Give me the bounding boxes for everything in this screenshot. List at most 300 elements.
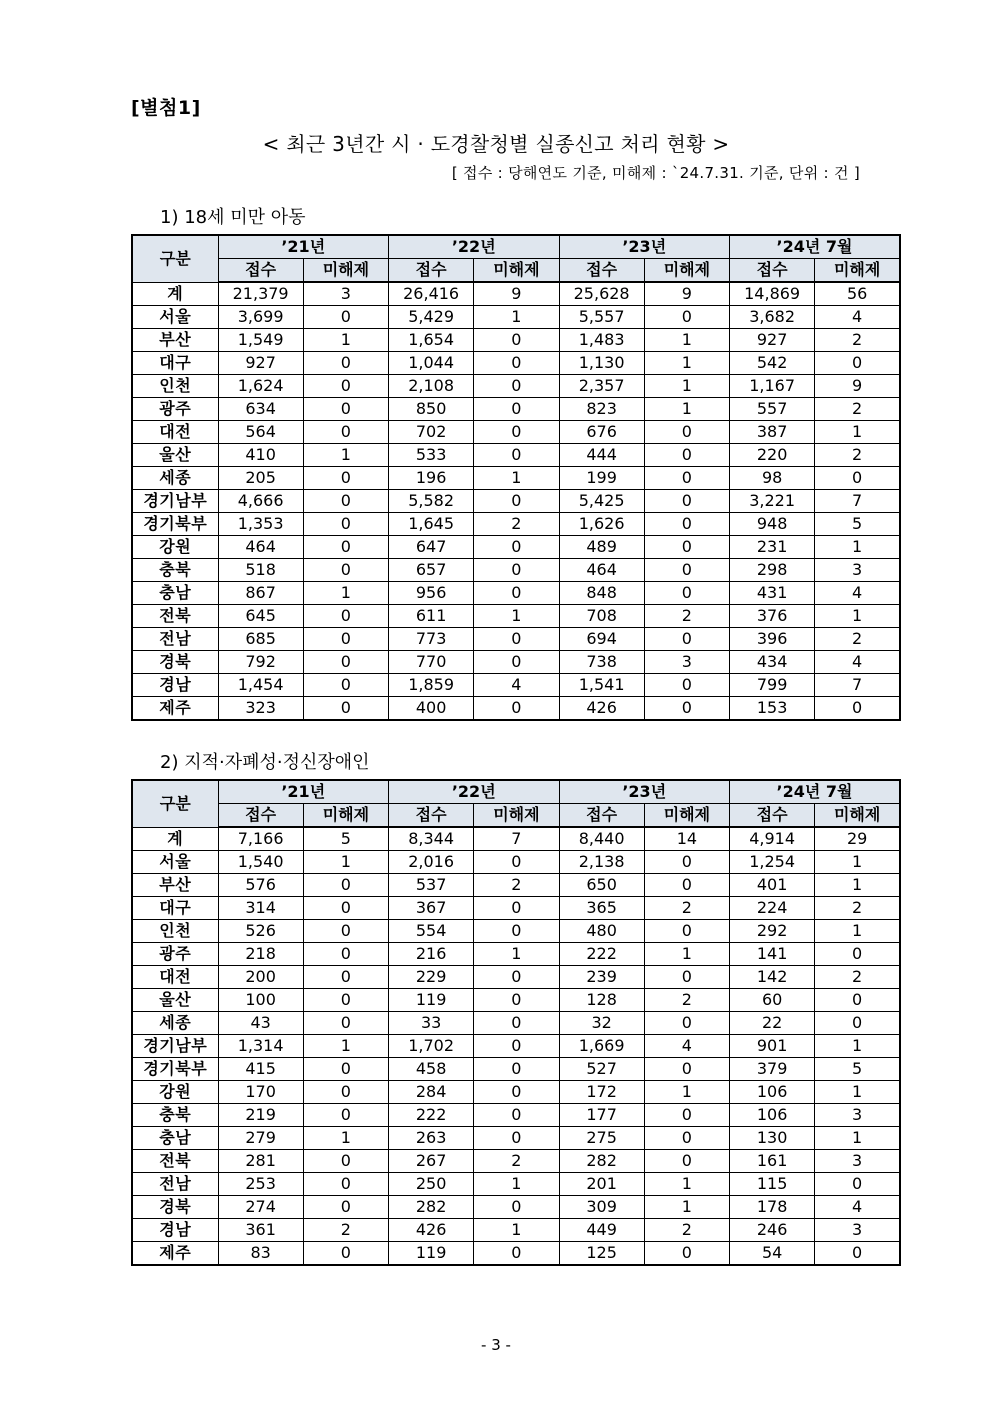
header-received: 접수 bbox=[559, 259, 644, 283]
region-cell: 제주 bbox=[132, 1242, 218, 1266]
table-row bbox=[132, 513, 900, 536]
table-row bbox=[132, 1012, 900, 1035]
unresolved-cell: 2 bbox=[815, 628, 900, 651]
received-cell: 956 bbox=[389, 582, 474, 605]
table-row bbox=[132, 989, 900, 1012]
unresolved-cell: 0 bbox=[815, 467, 900, 490]
region-cell: 계 bbox=[132, 282, 218, 306]
unresolved-cell: 1 bbox=[474, 467, 559, 490]
unresolved-cell: 0 bbox=[303, 697, 388, 721]
header-received: 접수 bbox=[730, 804, 815, 828]
unresolved-cell: 0 bbox=[303, 605, 388, 628]
unresolved-cell: 0 bbox=[303, 306, 388, 329]
received-cell: 537 bbox=[389, 874, 474, 897]
table-row bbox=[132, 1173, 900, 1196]
unresolved-cell: 7 bbox=[815, 490, 900, 513]
received-cell: 542 bbox=[730, 352, 815, 375]
unresolved-cell: 0 bbox=[644, 1058, 729, 1081]
table-row bbox=[132, 697, 900, 721]
received-cell: 119 bbox=[389, 1242, 474, 1266]
received-cell: 229 bbox=[389, 966, 474, 989]
unresolved-cell: 0 bbox=[474, 582, 559, 605]
region-cell: 충남 bbox=[132, 582, 218, 605]
received-cell: 526 bbox=[218, 920, 303, 943]
received-cell: 410 bbox=[218, 444, 303, 467]
received-cell: 557 bbox=[730, 398, 815, 421]
received-cell: 216 bbox=[389, 943, 474, 966]
region-cell: 인천 bbox=[132, 920, 218, 943]
received-cell: 83 bbox=[218, 1242, 303, 1266]
unresolved-cell: 0 bbox=[474, 1196, 559, 1219]
unresolved-cell: 1 bbox=[815, 851, 900, 874]
unresolved-cell: 1 bbox=[474, 1219, 559, 1242]
unresolved-cell: 1 bbox=[474, 943, 559, 966]
received-cell: 647 bbox=[389, 536, 474, 559]
unresolved-cell: 2 bbox=[644, 897, 729, 920]
unresolved-cell: 0 bbox=[303, 398, 388, 421]
region-cell: 부산 bbox=[132, 874, 218, 897]
unresolved-cell: 4 bbox=[815, 306, 900, 329]
table-row bbox=[132, 1081, 900, 1104]
unresolved-cell: 0 bbox=[474, 536, 559, 559]
region-cell: 세종 bbox=[132, 1012, 218, 1035]
unresolved-cell: 4 bbox=[815, 1196, 900, 1219]
received-cell: 279 bbox=[218, 1127, 303, 1150]
unresolved-cell: 0 bbox=[474, 444, 559, 467]
header-unresolved: 미해제 bbox=[815, 804, 900, 828]
unresolved-cell: 0 bbox=[303, 943, 388, 966]
header-received: 접수 bbox=[559, 804, 644, 828]
received-cell: 8,440 bbox=[559, 827, 644, 851]
received-cell: 119 bbox=[389, 989, 474, 1012]
section-title-disabled: 2) 지적·자폐성·정신장애인 bbox=[160, 752, 370, 773]
received-cell: 205 bbox=[218, 467, 303, 490]
received-cell: 201 bbox=[559, 1173, 644, 1196]
received-cell: 533 bbox=[389, 444, 474, 467]
unresolved-cell: 2 bbox=[474, 513, 559, 536]
table-row-total bbox=[132, 282, 900, 306]
received-cell: 4,914 bbox=[730, 827, 815, 851]
unresolved-cell: 0 bbox=[303, 1012, 388, 1035]
unresolved-cell: 0 bbox=[644, 444, 729, 467]
received-cell: 141 bbox=[730, 943, 815, 966]
region-cell: 경기북부 bbox=[132, 513, 218, 536]
received-cell: 489 bbox=[559, 536, 644, 559]
header-year: ’22년 bbox=[389, 780, 560, 804]
unresolved-cell: 0 bbox=[644, 1127, 729, 1150]
region-cell: 대전 bbox=[132, 966, 218, 989]
received-cell: 125 bbox=[559, 1242, 644, 1266]
table-row bbox=[132, 966, 900, 989]
received-cell: 98 bbox=[730, 467, 815, 490]
unresolved-cell: 2 bbox=[815, 398, 900, 421]
received-cell: 738 bbox=[559, 651, 644, 674]
header-row-sub bbox=[132, 804, 900, 828]
received-cell: 1,167 bbox=[730, 375, 815, 398]
unresolved-cell: 0 bbox=[474, 559, 559, 582]
unresolved-cell: 0 bbox=[474, 1081, 559, 1104]
unresolved-cell: 0 bbox=[474, 329, 559, 352]
received-cell: 128 bbox=[559, 989, 644, 1012]
unresolved-cell: 1 bbox=[815, 1127, 900, 1150]
region-cell: 전북 bbox=[132, 605, 218, 628]
received-cell: 153 bbox=[730, 697, 815, 721]
received-cell: 200 bbox=[218, 966, 303, 989]
unresolved-cell: 0 bbox=[644, 559, 729, 582]
unresolved-cell: 0 bbox=[303, 989, 388, 1012]
received-cell: 361 bbox=[218, 1219, 303, 1242]
unresolved-cell: 1 bbox=[815, 1081, 900, 1104]
received-cell: 867 bbox=[218, 582, 303, 605]
received-cell: 246 bbox=[730, 1219, 815, 1242]
unresolved-cell: 1 bbox=[815, 421, 900, 444]
unresolved-cell: 5 bbox=[815, 1058, 900, 1081]
received-cell: 1,254 bbox=[730, 851, 815, 874]
region-cell: 경남 bbox=[132, 674, 218, 697]
received-cell: 170 bbox=[218, 1081, 303, 1104]
received-cell: 224 bbox=[730, 897, 815, 920]
received-cell: 309 bbox=[559, 1196, 644, 1219]
received-cell: 54 bbox=[730, 1242, 815, 1266]
unresolved-cell: 0 bbox=[474, 1127, 559, 1150]
received-cell: 458 bbox=[389, 1058, 474, 1081]
header-unresolved: 미해제 bbox=[303, 259, 388, 283]
unresolved-cell: 0 bbox=[474, 989, 559, 1012]
unresolved-cell: 0 bbox=[644, 1150, 729, 1173]
region-cell: 전남 bbox=[132, 628, 218, 651]
received-cell: 927 bbox=[218, 352, 303, 375]
received-cell: 1,540 bbox=[218, 851, 303, 874]
table-row bbox=[132, 1242, 900, 1266]
unresolved-cell: 1 bbox=[474, 605, 559, 628]
unresolved-cell: 0 bbox=[303, 352, 388, 375]
region-cell: 울산 bbox=[132, 989, 218, 1012]
received-cell: 219 bbox=[218, 1104, 303, 1127]
received-cell: 7,166 bbox=[218, 827, 303, 851]
table-row bbox=[132, 398, 900, 421]
unresolved-cell: 0 bbox=[303, 1150, 388, 1173]
received-cell: 449 bbox=[559, 1219, 644, 1242]
unresolved-cell: 56 bbox=[815, 282, 900, 306]
table-row bbox=[132, 897, 900, 920]
unresolved-cell: 0 bbox=[474, 897, 559, 920]
received-cell: 21,379 bbox=[218, 282, 303, 306]
unresolved-cell: 1 bbox=[474, 1173, 559, 1196]
unresolved-cell: 3 bbox=[644, 651, 729, 674]
received-cell: 480 bbox=[559, 920, 644, 943]
table-row bbox=[132, 536, 900, 559]
table-row bbox=[132, 375, 900, 398]
unresolved-cell: 0 bbox=[644, 467, 729, 490]
unresolved-cell: 9 bbox=[474, 282, 559, 306]
received-cell: 199 bbox=[559, 467, 644, 490]
received-cell: 634 bbox=[218, 398, 303, 421]
received-cell: 161 bbox=[730, 1150, 815, 1173]
header-unresolved: 미해제 bbox=[815, 259, 900, 283]
received-cell: 220 bbox=[730, 444, 815, 467]
received-cell: 281 bbox=[218, 1150, 303, 1173]
received-cell: 850 bbox=[389, 398, 474, 421]
region-cell: 충북 bbox=[132, 1104, 218, 1127]
received-cell: 250 bbox=[389, 1173, 474, 1196]
received-cell: 611 bbox=[389, 605, 474, 628]
received-cell: 464 bbox=[559, 559, 644, 582]
received-cell: 60 bbox=[730, 989, 815, 1012]
received-cell: 5,425 bbox=[559, 490, 644, 513]
received-cell: 5,429 bbox=[389, 306, 474, 329]
unresolved-cell: 7 bbox=[474, 827, 559, 851]
received-cell: 554 bbox=[389, 920, 474, 943]
header-row-years bbox=[132, 235, 900, 259]
unresolved-cell: 0 bbox=[815, 352, 900, 375]
unresolved-cell: 0 bbox=[644, 674, 729, 697]
unresolved-cell: 0 bbox=[474, 851, 559, 874]
region-cell: 부산 bbox=[132, 329, 218, 352]
received-cell: 367 bbox=[389, 897, 474, 920]
received-cell: 426 bbox=[559, 697, 644, 721]
unresolved-cell: 1 bbox=[815, 536, 900, 559]
received-cell: 387 bbox=[730, 421, 815, 444]
unresolved-cell: 0 bbox=[644, 490, 729, 513]
received-cell: 14,869 bbox=[730, 282, 815, 306]
received-cell: 1,353 bbox=[218, 513, 303, 536]
table-disabled bbox=[131, 779, 901, 1266]
received-cell: 650 bbox=[559, 874, 644, 897]
received-cell: 770 bbox=[389, 651, 474, 674]
unresolved-cell: 0 bbox=[644, 697, 729, 721]
table-row bbox=[132, 605, 900, 628]
received-cell: 927 bbox=[730, 329, 815, 352]
unresolved-cell: 0 bbox=[474, 651, 559, 674]
unresolved-cell: 0 bbox=[303, 1058, 388, 1081]
table-row-total bbox=[132, 827, 900, 851]
received-cell: 396 bbox=[730, 628, 815, 651]
header-year: ’21년 bbox=[218, 235, 389, 259]
region-cell: 계 bbox=[132, 827, 218, 851]
unresolved-cell: 0 bbox=[644, 513, 729, 536]
unresolved-cell: 0 bbox=[303, 375, 388, 398]
unresolved-cell: 14 bbox=[644, 827, 729, 851]
unresolved-cell: 0 bbox=[644, 851, 729, 874]
received-cell: 792 bbox=[218, 651, 303, 674]
received-cell: 1,541 bbox=[559, 674, 644, 697]
received-cell: 401 bbox=[730, 874, 815, 897]
received-cell: 5,557 bbox=[559, 306, 644, 329]
unresolved-cell: 0 bbox=[474, 375, 559, 398]
table-row bbox=[132, 874, 900, 897]
header-received: 접수 bbox=[218, 259, 303, 283]
unresolved-cell: 3 bbox=[815, 1219, 900, 1242]
unresolved-cell: 0 bbox=[644, 1012, 729, 1035]
unresolved-cell: 0 bbox=[303, 1081, 388, 1104]
unresolved-cell: 1 bbox=[644, 375, 729, 398]
unresolved-cell: 3 bbox=[815, 1150, 900, 1173]
table-row bbox=[132, 1104, 900, 1127]
unresolved-cell: 2 bbox=[644, 989, 729, 1012]
table-row bbox=[132, 943, 900, 966]
header-year: ’24년 7월 bbox=[730, 780, 901, 804]
unresolved-cell: 0 bbox=[815, 1173, 900, 1196]
unresolved-cell: 2 bbox=[303, 1219, 388, 1242]
received-cell: 314 bbox=[218, 897, 303, 920]
unresolved-cell: 0 bbox=[474, 1104, 559, 1127]
received-cell: 142 bbox=[730, 966, 815, 989]
received-cell: 431 bbox=[730, 582, 815, 605]
region-cell: 경기남부 bbox=[132, 1035, 218, 1058]
table-row bbox=[132, 1058, 900, 1081]
received-cell: 196 bbox=[389, 467, 474, 490]
unresolved-cell: 0 bbox=[303, 1196, 388, 1219]
received-cell: 282 bbox=[559, 1150, 644, 1173]
unresolved-cell: 1 bbox=[303, 329, 388, 352]
received-cell: 823 bbox=[559, 398, 644, 421]
received-cell: 400 bbox=[389, 697, 474, 721]
received-cell: 3,682 bbox=[730, 306, 815, 329]
header-category: 구분 bbox=[132, 235, 218, 282]
region-cell: 경북 bbox=[132, 1196, 218, 1219]
unresolved-cell: 2 bbox=[474, 874, 559, 897]
received-cell: 426 bbox=[389, 1219, 474, 1242]
received-cell: 106 bbox=[730, 1081, 815, 1104]
table-row bbox=[132, 444, 900, 467]
unresolved-cell: 0 bbox=[303, 513, 388, 536]
received-cell: 1,702 bbox=[389, 1035, 474, 1058]
unresolved-cell: 2 bbox=[644, 605, 729, 628]
header-year: ’22년 bbox=[389, 235, 560, 259]
unresolved-cell: 5 bbox=[303, 827, 388, 851]
table-row bbox=[132, 306, 900, 329]
table-row bbox=[132, 559, 900, 582]
unresolved-cell: 0 bbox=[644, 306, 729, 329]
region-cell: 제주 bbox=[132, 697, 218, 721]
received-cell: 172 bbox=[559, 1081, 644, 1104]
received-cell: 1,044 bbox=[389, 352, 474, 375]
unresolved-cell: 0 bbox=[474, 920, 559, 943]
header-row-sub bbox=[132, 259, 900, 283]
unresolved-cell: 1 bbox=[815, 1035, 900, 1058]
attachment-label: [별첨1] bbox=[131, 97, 201, 119]
unresolved-cell: 0 bbox=[303, 421, 388, 444]
unresolved-cell: 0 bbox=[474, 628, 559, 651]
received-cell: 1,654 bbox=[389, 329, 474, 352]
header-unresolved: 미해제 bbox=[474, 804, 559, 828]
basis-note: [ 접수 : 당해연도 기준, 미해제 : `24.7.31. 기준, 단위 : 건 ] bbox=[451, 164, 860, 182]
unresolved-cell: 1 bbox=[303, 1035, 388, 1058]
unresolved-cell: 4 bbox=[644, 1035, 729, 1058]
unresolved-cell: 4 bbox=[474, 674, 559, 697]
unresolved-cell: 0 bbox=[303, 920, 388, 943]
unresolved-cell: 0 bbox=[815, 1012, 900, 1035]
region-cell: 강원 bbox=[132, 536, 218, 559]
region-cell: 충북 bbox=[132, 559, 218, 582]
unresolved-cell: 1 bbox=[644, 1196, 729, 1219]
region-cell: 경남 bbox=[132, 1219, 218, 1242]
unresolved-cell: 1 bbox=[303, 851, 388, 874]
received-cell: 527 bbox=[559, 1058, 644, 1081]
header-unresolved: 미해제 bbox=[644, 259, 729, 283]
unresolved-cell: 0 bbox=[474, 1035, 559, 1058]
unresolved-cell: 1 bbox=[815, 605, 900, 628]
received-cell: 901 bbox=[730, 1035, 815, 1058]
unresolved-cell: 0 bbox=[303, 559, 388, 582]
table-row bbox=[132, 651, 900, 674]
unresolved-cell: 9 bbox=[815, 375, 900, 398]
table-row bbox=[132, 851, 900, 874]
received-cell: 518 bbox=[218, 559, 303, 582]
unresolved-cell: 4 bbox=[815, 582, 900, 605]
received-cell: 231 bbox=[730, 536, 815, 559]
received-cell: 3,699 bbox=[218, 306, 303, 329]
unresolved-cell: 0 bbox=[474, 421, 559, 444]
header-year: ’23년 bbox=[559, 780, 730, 804]
received-cell: 5,582 bbox=[389, 490, 474, 513]
table-row bbox=[132, 329, 900, 352]
unresolved-cell: 0 bbox=[644, 536, 729, 559]
table-row bbox=[132, 1035, 900, 1058]
region-cell: 인천 bbox=[132, 375, 218, 398]
unresolved-cell: 0 bbox=[474, 1242, 559, 1266]
unresolved-cell: 2 bbox=[815, 897, 900, 920]
unresolved-cell: 0 bbox=[303, 536, 388, 559]
header-received: 접수 bbox=[730, 259, 815, 283]
unresolved-cell: 0 bbox=[303, 651, 388, 674]
unresolved-cell: 3 bbox=[815, 1104, 900, 1127]
header-received: 접수 bbox=[389, 259, 474, 283]
unresolved-cell: 0 bbox=[303, 874, 388, 897]
unresolved-cell: 0 bbox=[303, 1242, 388, 1266]
header-row-years bbox=[132, 780, 900, 804]
received-cell: 702 bbox=[389, 421, 474, 444]
received-cell: 2,108 bbox=[389, 375, 474, 398]
received-cell: 415 bbox=[218, 1058, 303, 1081]
received-cell: 1,549 bbox=[218, 329, 303, 352]
unresolved-cell: 0 bbox=[303, 966, 388, 989]
page-number: - 3 - bbox=[481, 1336, 511, 1354]
received-cell: 130 bbox=[730, 1127, 815, 1150]
header-unresolved: 미해제 bbox=[303, 804, 388, 828]
unresolved-cell: 1 bbox=[644, 398, 729, 421]
header-received: 접수 bbox=[218, 804, 303, 828]
received-cell: 323 bbox=[218, 697, 303, 721]
region-cell: 서울 bbox=[132, 851, 218, 874]
unresolved-cell: 0 bbox=[303, 628, 388, 651]
unresolved-cell: 1 bbox=[303, 582, 388, 605]
received-cell: 1,624 bbox=[218, 375, 303, 398]
unresolved-cell: 2 bbox=[815, 966, 900, 989]
unresolved-cell: 9 bbox=[644, 282, 729, 306]
table-children bbox=[131, 234, 901, 721]
unresolved-cell: 0 bbox=[474, 398, 559, 421]
unresolved-cell: 4 bbox=[815, 651, 900, 674]
received-cell: 376 bbox=[730, 605, 815, 628]
unresolved-cell: 1 bbox=[474, 306, 559, 329]
region-cell: 충남 bbox=[132, 1127, 218, 1150]
header-year: ’21년 bbox=[218, 780, 389, 804]
unresolved-cell: 0 bbox=[303, 1173, 388, 1196]
received-cell: 263 bbox=[389, 1127, 474, 1150]
received-cell: 267 bbox=[389, 1150, 474, 1173]
unresolved-cell: 0 bbox=[474, 1012, 559, 1035]
region-cell: 광주 bbox=[132, 398, 218, 421]
received-cell: 1,130 bbox=[559, 352, 644, 375]
received-cell: 26,416 bbox=[389, 282, 474, 306]
unresolved-cell: 0 bbox=[303, 1104, 388, 1127]
received-cell: 298 bbox=[730, 559, 815, 582]
unresolved-cell: 0 bbox=[644, 421, 729, 444]
received-cell: 1,645 bbox=[389, 513, 474, 536]
section-title-children: 1) 18세 미만 아동 bbox=[160, 207, 306, 228]
table-row bbox=[132, 490, 900, 513]
